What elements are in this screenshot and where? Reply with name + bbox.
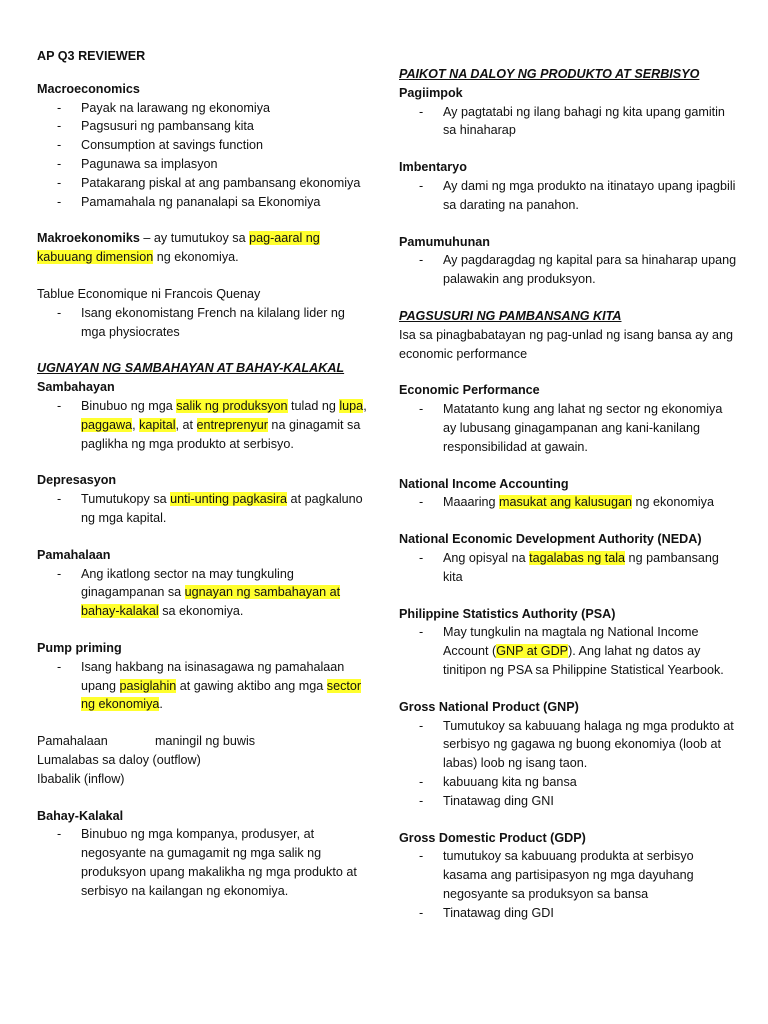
list-item: [399, 493, 739, 512]
text: sa ekonomiya.: [158, 604, 244, 619]
sambahayan-heading: Sambahayan: [37, 380, 115, 395]
pamumuhunan-block: [399, 233, 739, 289]
list-item: - Binubuo ng mga kompanya, produsyer, at negosyante na gumagamit ng mga salik ng produksyon upang makalikha ng mga produkto at serbisyo na kailangan ng ekonomiya.: [37, 825, 372, 900]
depresasyon-list: [37, 490, 372, 528]
list-item: - Pagsusuri ng pambansang kita: [37, 117, 372, 136]
left-column: [37, 47, 372, 918]
nia-block: [399, 475, 739, 513]
gdp-list: [399, 847, 739, 922]
tablue-list: [37, 304, 372, 342]
neda-block: [399, 530, 739, 586]
highlighted-text: masukat ang kalusugan: [499, 495, 633, 510]
text: ). Ang lahat ng datos ay tinitipon ng PSA sa Philippine Statistical Yearbook.: [443, 644, 724, 677]
section-heading-paikot: PAIKOT NA DALOY NG PRODUKTO AT SERBISYO: [399, 67, 700, 81]
list-item: [37, 490, 372, 528]
list-item: [37, 565, 372, 621]
highlighted-text: lupa: [339, 398, 364, 413]
highlighted-text: kapital: [139, 417, 176, 432]
list-item: - Pagunawa sa implasyon: [37, 155, 372, 174]
flow-label: Pamahalaan: [37, 734, 108, 749]
psa-block: [399, 605, 739, 680]
pump-priming-list: [37, 658, 372, 714]
pamumuhunan-list: [399, 251, 739, 289]
nia-heading: National Income Accounting: [399, 476, 569, 491]
highlighted-text: pasiglahin: [119, 678, 177, 693]
definition-text: – ay tumutukoy sa: [139, 231, 250, 246]
highlighted-text: unti-unting pagkasira: [170, 492, 288, 507]
text: tulad ng: [287, 398, 340, 413]
pagiimpok-block: [399, 84, 739, 140]
tablue-block: [37, 285, 372, 341]
highlighted-text: entreprenyur: [196, 417, 268, 432]
list-item: - Tumutukoy sa kabuuang halaga ng mga produkto at serbisyo ng gagawa ng buong ekonomiya (loob at labas) loob ng isang taon.: [399, 717, 739, 773]
pamahalaan-block: [37, 546, 372, 621]
list-item: - Consumption at savings function: [37, 136, 372, 155]
economic-performance-block: [399, 381, 739, 456]
text: ng pambansang kita: [443, 550, 719, 584]
list-item: - Matatanto kung ang lahat ng sector ng ekonomiya ay lubusang ginagampanan ang kani-kanilang responsibilidad at gawain.: [399, 400, 739, 456]
economic-performance-list: [399, 400, 739, 456]
gdp-heading: Gross Domestic Product (GDP): [399, 830, 586, 845]
text: ,: [132, 417, 140, 432]
neda-heading: National Economic Development Authority (NEDA): [399, 532, 702, 547]
imbentaryo-block: [399, 158, 739, 214]
psa-list: [399, 623, 739, 679]
sambahayan-block: [37, 378, 372, 453]
bahay-kalakal-block: [37, 807, 372, 901]
list-item: [399, 549, 739, 587]
highlighted-text: salik ng produksyon: [176, 398, 288, 413]
section-heading-pagsusuri: PAGSUSURI NG PAMBANSANG KITA: [399, 308, 622, 323]
psa-heading: Philippine Statistics Authority (PSA): [399, 606, 616, 621]
text: ,: [363, 398, 367, 413]
list-item: - Isang ekonomistang French na kilalang lider ng mga physiocrates: [37, 304, 372, 342]
flow-notes: [37, 732, 372, 788]
flow-row: Ibabalik (inflow): [37, 771, 125, 786]
pump-priming-block: [37, 639, 372, 714]
macroeconomics-heading: Macroeconomics: [37, 81, 140, 96]
gnp-block: [399, 698, 739, 811]
list-item: - Pamamahala ng pananalapi sa Ekonomiya: [37, 193, 372, 212]
pamumuhunan-heading: Pamumuhunan: [399, 234, 490, 249]
depresasyon-block: [37, 471, 372, 527]
text: Ang ikatlong sector na may tungkuling ginagampanan sa: [81, 566, 294, 600]
text: Maaaring: [443, 495, 500, 510]
highlighted-text: tagalabas ng tala: [529, 550, 626, 565]
gnp-list: [399, 717, 739, 811]
text: at pagkaluno ng mga kapital.: [81, 492, 363, 525]
list-item: - Patakarang piskal at ang pambansang ekonomiya: [37, 174, 372, 193]
highlighted-text: sector ng ekonomiya: [81, 678, 362, 712]
list-item: - Ay pagtatabi ng ilang bahagi ng kita upang gamitin sa hinaharap: [399, 103, 739, 141]
document-title: AP Q3 REVIEWER: [37, 49, 146, 63]
gdp-block: [399, 829, 739, 923]
text: ng ekonomiya: [632, 495, 714, 510]
list-item: - Ay dami ng mga produkto na itinatayo upang ipagbili sa darating na panahon.: [399, 177, 739, 215]
list-item: - Ay pagdaragdag ng kapital para sa hinaharap upang palawakin ang produksyon.: [399, 251, 739, 289]
makroekonomiks-definition: [37, 229, 372, 267]
makroekonomiks-term: Makroekonomiks: [37, 231, 140, 246]
neda-list: [399, 549, 739, 587]
bahay-kalakal-list: [37, 825, 372, 900]
flow-row: Lumalabas sa daloy (outflow): [37, 752, 201, 767]
flow-value: maningil ng buwis: [155, 734, 256, 749]
nia-list: [399, 493, 739, 512]
text: Tumutukopy sa: [81, 492, 171, 507]
text: at gawing aktibo ang mga: [176, 678, 327, 693]
text: .: [159, 697, 163, 712]
list-item: [37, 397, 372, 453]
list-item: [37, 658, 372, 714]
imbentaryo-list: [399, 177, 739, 215]
list-item: - Tinatawag ding GDI: [399, 904, 739, 923]
flow-row: [37, 732, 372, 751]
highlighted-text: ugnayan ng sambahayan at bahay-kalakal: [81, 585, 341, 619]
list-item: - tumutukoy sa kabuuang produkta at serbisyo kasama ang partisipasyon ng mga dayuhang negosyante sa produksyon sa bansa: [399, 847, 739, 903]
text: May tungkulin na magtala ng National Income Account (: [443, 625, 699, 659]
text: , at: [175, 417, 197, 432]
intro-text: Isa sa pinagbabatayan ng pag-unlad ng isang bansa ay ang economic performance: [399, 327, 733, 361]
text: na ginagamit sa paglikha ng mga produkto at serbisyo.: [81, 417, 361, 451]
right-column: [399, 65, 739, 940]
pagiimpok-heading: Pagiimpok: [399, 85, 463, 100]
list-item: [399, 623, 739, 679]
pump-priming-heading: Pump priming: [37, 640, 122, 655]
pamahalaan-list: [37, 565, 372, 621]
highlighted-text: GNP at GDP: [496, 644, 569, 659]
sambahayan-list: [37, 397, 372, 453]
definition-text: ng ekonomiya.: [153, 250, 239, 265]
gnp-heading: Gross National Product (GNP): [399, 699, 579, 714]
depresasyon-heading: Depresasyon: [37, 473, 117, 488]
highlighted-text: pag-aaral ng kabuuang dimension: [37, 231, 320, 265]
list-item: - kabuuang kita ng bansa: [399, 773, 739, 792]
text: Isang hakbang na isinasagawa ng pamahalaan upang: [81, 659, 345, 693]
list-item: - Tinatawag ding GNI: [399, 792, 739, 811]
text: Binubuo ng mga: [81, 398, 177, 413]
tablue-heading: Tablue Economique ni Francois Quenay: [37, 286, 261, 301]
text: Ang opisyal na: [443, 550, 530, 565]
section-heading-ugnayan: UGNAYAN NG SAMBAHAYAN AT BAHAY-KALAKAL: [37, 361, 345, 376]
economic-performance-heading: Economic Performance: [399, 383, 540, 398]
pamahalaan-heading: Pamahalaan: [37, 547, 111, 562]
imbentaryo-heading: Imbentaryo: [399, 160, 467, 175]
list-item: - Payak na larawang ng ekonomiya: [37, 99, 372, 118]
macroeconomics-block: [37, 80, 372, 212]
highlighted-text: paggawa: [81, 417, 133, 432]
pagiimpok-list: [399, 103, 739, 141]
bahay-kalakal-heading: Bahay-Kalakal: [37, 808, 124, 823]
macroeconomics-list: [37, 99, 372, 212]
